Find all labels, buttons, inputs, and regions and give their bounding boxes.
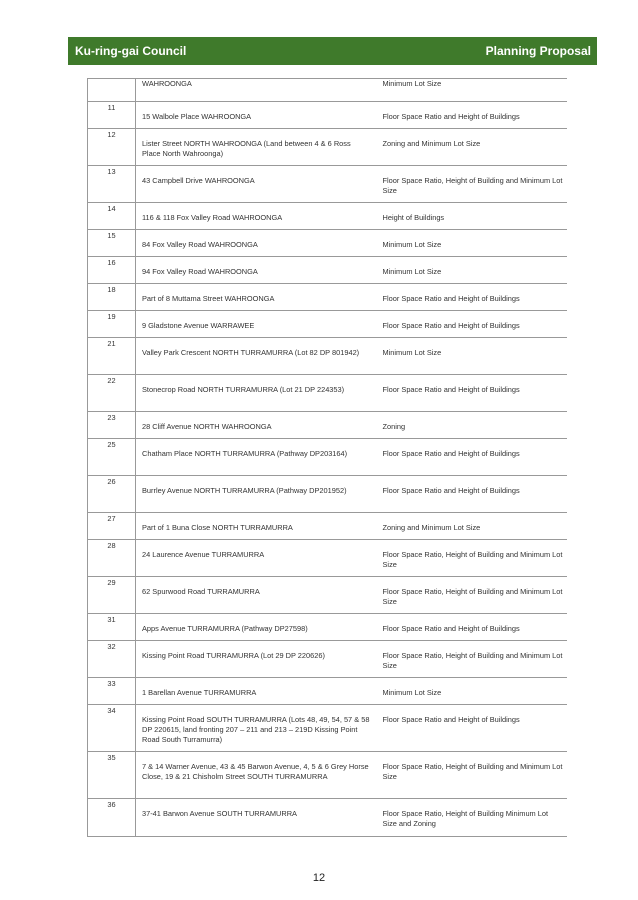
row-amendment-text: Floor Space Ratio, Height of Building Minimum Lot Size and Zoning [382, 809, 549, 828]
row-address [136, 375, 377, 412]
row-amendment [377, 540, 567, 577]
row-number: 35 [88, 752, 136, 799]
row-amendment [377, 203, 567, 230]
row-amendment [377, 311, 567, 338]
row-address-text: 24 Laurence Avenue TURRAMURRA [142, 550, 265, 559]
row-number: 23 [88, 412, 136, 439]
row-amendment [377, 705, 567, 752]
row-amendment [377, 129, 567, 166]
row-address-text: 28 Cliff Avenue NORTH WAHROONGA [142, 422, 272, 431]
row-address [136, 476, 377, 513]
row-address-text: 94 Fox Valley Road WAHROONGA [142, 267, 258, 276]
row-number: 18 [88, 284, 136, 311]
row-number: 33 [88, 678, 136, 705]
row-amendment-text: Minimum Lot Size [382, 688, 442, 697]
row-number: 28 [88, 540, 136, 577]
table-row [88, 439, 567, 476]
row-address-text: 7 & 14 Warner Avenue, 43 & 45 Barwon Avenue, 4, 5 & 6 Grey Horse Close, 19 & 21 Chisholm Street SOUTH TURRAMURRA [142, 762, 369, 781]
row-number: 29 [88, 577, 136, 614]
table-row [88, 476, 567, 513]
row-address [136, 412, 377, 439]
row-address [136, 79, 377, 102]
row-address-text: 37-41 Barwon Avenue SOUTH TURRAMURRA [142, 809, 297, 818]
table-row [88, 375, 567, 412]
row-address [136, 752, 377, 799]
row-address-text: Stonecrop Road NORTH TURRAMURRA (Lot 21 DP 224353) [142, 385, 345, 394]
row-amendment-text: Minimum Lot Size [382, 79, 442, 88]
row-number: 19 [88, 311, 136, 338]
row-address [136, 166, 377, 203]
row-number: 31 [88, 614, 136, 641]
header-document-title: Planning Proposal [485, 44, 591, 58]
row-amendment-text: Minimum Lot Size [382, 348, 442, 357]
table-row [88, 166, 567, 203]
page-header [68, 37, 597, 65]
row-address-text: Chatham Place NORTH TURRAMURRA (Pathway DP203164) [142, 449, 348, 458]
row-number: 21 [88, 338, 136, 375]
row-address [136, 338, 377, 375]
row-amendment [377, 614, 567, 641]
row-amendment-text: Floor Space Ratio, Height of Building and Minimum Lot Size [382, 550, 563, 569]
row-address-text: Kissing Point Road TURRAMURRA (Lot 29 DP 220626) [142, 651, 325, 660]
table-row [88, 799, 567, 837]
row-amendment-text: Floor Space Ratio and Height of Buildings [382, 112, 520, 121]
row-number [88, 79, 136, 102]
table-row [88, 678, 567, 705]
row-address [136, 230, 377, 257]
row-amendment [377, 412, 567, 439]
row-address [136, 102, 377, 129]
row-address [136, 799, 377, 837]
row-address-text: Valley Park Crescent NORTH TURRAMURRA (Lot 82 DP 801942) [142, 348, 360, 357]
amendments-table [87, 78, 567, 837]
row-amendment-text: Floor Space Ratio, Height of Building and Minimum Lot Size [382, 651, 563, 670]
header-council-name: Ku-ring-gai Council [75, 44, 187, 58]
row-amendment-text: Floor Space Ratio and Height of Buildings [382, 449, 520, 458]
row-amendment [377, 577, 567, 614]
row-amendment-text: Height of Buildings [382, 213, 445, 222]
row-address-text: 9 Gladstone Avenue WARRAWEE [142, 321, 255, 330]
table-row [88, 614, 567, 641]
row-address [136, 513, 377, 540]
row-amendment-text: Floor Space Ratio and Height of Buildings [382, 385, 520, 394]
row-address [136, 284, 377, 311]
row-amendment [377, 257, 567, 284]
table-row [88, 577, 567, 614]
row-amendment [377, 513, 567, 540]
row-number: 26 [88, 476, 136, 513]
row-address [136, 614, 377, 641]
row-number: 27 [88, 513, 136, 540]
row-amendment [377, 678, 567, 705]
row-address-text: 116 & 118 Fox Valley Road WAHROONGA [142, 213, 283, 222]
row-amendment [377, 284, 567, 311]
row-address-text: Part of 8 Muttama Street WAHROONGA [142, 294, 275, 303]
row-address [136, 577, 377, 614]
row-address-text: Burrley Avenue NORTH TURRAMURRA (Pathway DP201952) [142, 486, 347, 495]
table-row [88, 102, 567, 129]
row-address-text: 84 Fox Valley Road WAHROONGA [142, 240, 258, 249]
row-number: 16 [88, 257, 136, 284]
row-amendment [377, 752, 567, 799]
row-amendment-text: Floor Space Ratio and Height of Buildings [382, 624, 520, 633]
row-address-text: 1 Barellan Avenue TURRAMURRA [142, 688, 257, 697]
table-row [88, 257, 567, 284]
table-row [88, 705, 567, 752]
row-amendment-text: Floor Space Ratio and Height of Buildings [382, 715, 520, 724]
row-address-text: 62 Spurwood Road TURRAMURRA [142, 587, 260, 596]
row-amendment-text: Zoning and Minimum Lot Size [382, 139, 481, 148]
row-address [136, 257, 377, 284]
row-amendment [377, 375, 567, 412]
row-amendment-text: Zoning [382, 422, 406, 431]
row-amendment-text: Minimum Lot Size [382, 267, 442, 276]
row-address-text: Kissing Point Road SOUTH TURRAMURRA (Lots 48, 49, 54, 57 & 58 DP 220615, land fronting 207 – 211 and 213 – 219D Kissing Point Road South Turramurra) [142, 715, 370, 744]
row-amendment-text: Floor Space Ratio, Height of Building and Minimum Lot Size [382, 176, 563, 195]
table-row [88, 540, 567, 577]
row-address [136, 439, 377, 476]
table-row [88, 79, 567, 102]
row-amendment [377, 338, 567, 375]
row-number: 34 [88, 705, 136, 752]
table-row [88, 284, 567, 311]
row-amendment-text: Floor Space Ratio and Height of Buildings [382, 321, 520, 330]
row-address [136, 540, 377, 577]
row-address [136, 678, 377, 705]
row-number: 36 [88, 799, 136, 837]
row-address [136, 129, 377, 166]
table-row [88, 203, 567, 230]
row-amendment [377, 799, 567, 837]
row-address-text: WAHROONGA [142, 79, 192, 88]
row-amendment [377, 102, 567, 129]
row-address [136, 641, 377, 678]
row-number: 22 [88, 375, 136, 412]
row-amendment [377, 230, 567, 257]
row-number: 11 [88, 102, 136, 129]
table-row [88, 129, 567, 166]
row-address-text: Part of 1 Buna Close NORTH TURRAMURRA [142, 523, 293, 532]
row-amendment-text: Floor Space Ratio and Height of Buildings [382, 486, 520, 495]
table-row [88, 412, 567, 439]
row-amendment [377, 476, 567, 513]
row-address-text: 15 Walbole Place WAHROONGA [142, 112, 252, 121]
row-address-text: 43 Campbell Drive WAHROONGA [142, 176, 255, 185]
table-row [88, 513, 567, 540]
amendments-table-body [88, 79, 567, 837]
row-amendment-text: Zoning and Minimum Lot Size [382, 523, 481, 532]
row-amendment [377, 439, 567, 476]
row-address [136, 203, 377, 230]
row-number: 32 [88, 641, 136, 678]
row-number: 15 [88, 230, 136, 257]
row-address [136, 705, 377, 752]
row-number: 12 [88, 129, 136, 166]
page-number: 12 [312, 872, 326, 884]
row-amendment [377, 166, 567, 203]
row-number: 13 [88, 166, 136, 203]
table-row [88, 230, 567, 257]
row-amendment-text: Minimum Lot Size [382, 240, 442, 249]
row-address-text: Lister Street NORTH WAHROONGA (Land between 4 & 6 Ross Place North Wahroonga) [142, 139, 351, 158]
row-amendment [377, 79, 567, 102]
row-amendment-text: Floor Space Ratio and Height of Buildings [382, 294, 520, 303]
table-row [88, 641, 567, 678]
table-row [88, 311, 567, 338]
row-number: 25 [88, 439, 136, 476]
row-number: 14 [88, 203, 136, 230]
row-amendment [377, 641, 567, 678]
table-row [88, 752, 567, 799]
row-amendment-text: Floor Space Ratio, Height of Building and Minimum Lot Size [382, 762, 563, 781]
row-address [136, 311, 377, 338]
row-address-text: Apps Avenue TURRAMURRA (Pathway DP27598) [142, 624, 308, 633]
row-amendment-text: Floor Space Ratio, Height of Building and Minimum Lot Size [382, 587, 563, 606]
table-row [88, 338, 567, 375]
